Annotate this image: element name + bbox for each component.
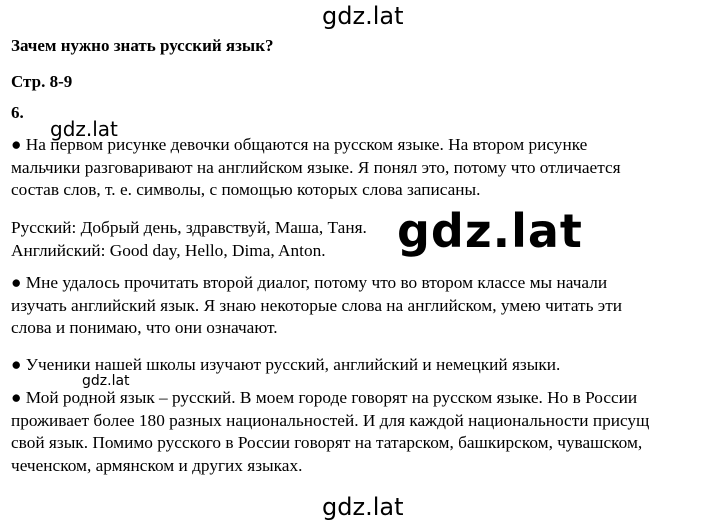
paragraph-second-dialog: ● Мне удалось прочитать второй диалог, потому что во втором классе мы начали изучать английский язык. Я знаю некоторые слова на английском, умею читать эти слова и понимаю, что они означают.: [11, 273, 623, 338]
watermark-center-large: gdz.lat: [397, 204, 583, 258]
paragraph-school-languages: ● Ученики нашей школы изучают русский, английский и немецкий языки.: [11, 355, 561, 374]
paragraph-recognition: ● На первом рисунке девочки общаются на русском языке. На втором рисунке мальчики разговаривают на английском языке. Я понял это, потому что отличается состав слов, т. е. символы, с помощью которых слова записаны.: [11, 135, 621, 200]
watermark-left: gdz.lat: [50, 117, 118, 141]
document-title: Зачем нужно знать русский язык?: [11, 36, 274, 55]
paragraph-native-language: ● Мой родной язык – русский. В моем городе говорят на русском языке. Но в России проживает более 180 разных национальностей. И для каждой национальности присущ свой язык. Помимо русского в России говорят на татарском, башкирском, чувашском, чеченском, армянском и других языках.: [11, 388, 650, 476]
page-reference: Стр. 8-9: [11, 72, 73, 91]
watermark-top: gdz.lat: [322, 2, 404, 30]
task-number: 6.: [11, 103, 24, 122]
watermark-bottom: gdz.lat: [322, 493, 404, 521]
watermark-small: gdz.lat: [82, 373, 130, 389]
paragraph-greetings: Русский: Добрый день, здравствуй, Маша, Таня. Английский: Good day, Hello, Dima, Anton.: [11, 218, 367, 260]
